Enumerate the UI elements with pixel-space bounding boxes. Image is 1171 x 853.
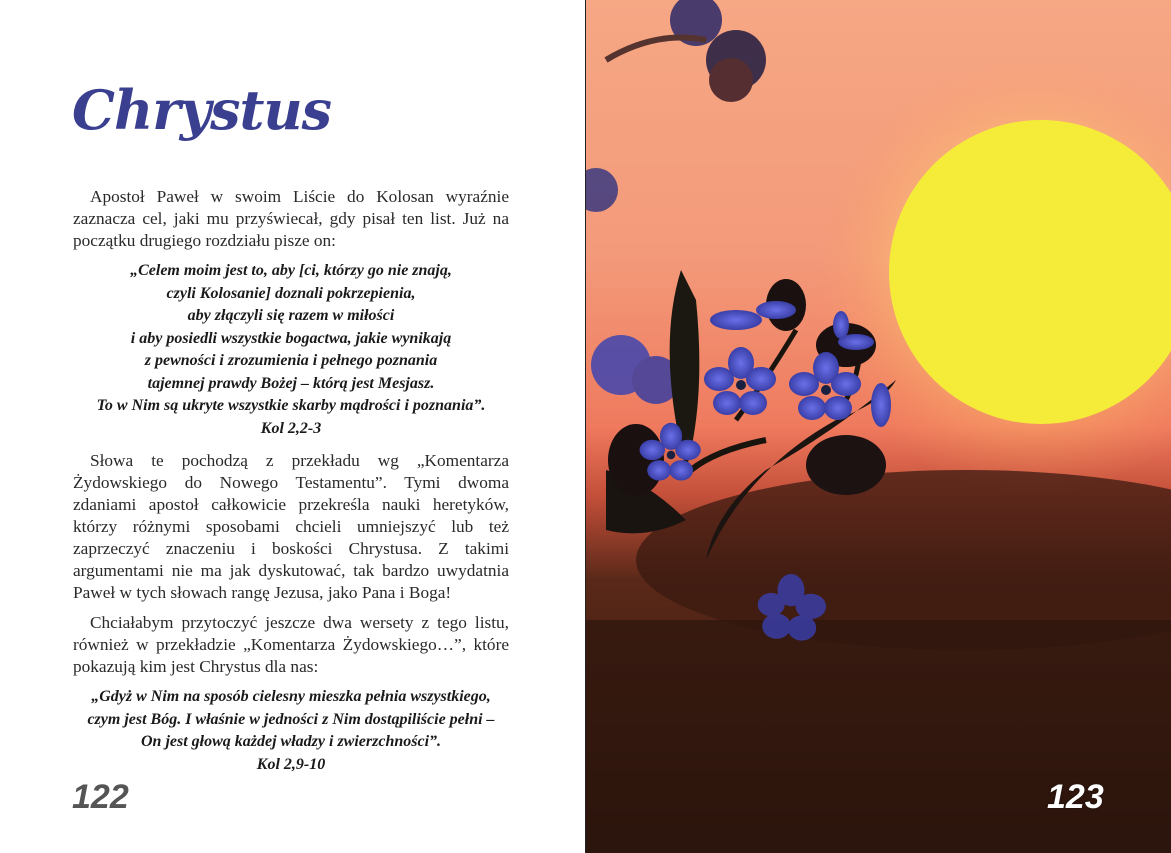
ground-shadow (586, 620, 1171, 853)
quote-line: tajemnej prawdy Bożej – którą jest Mesjasz. (147, 374, 435, 392)
paragraph-transition: Chciałabym przytoczyć jeszcze dwa wersety z tego listu, również w przekładzie „Komentarza Żydowskiego…”, które pokazują kim jest Chrystus dla nas: (73, 613, 509, 676)
quote-line: On jest głową każdej władzy i zwierzchności”. (140, 733, 442, 750)
paragraph-intro: Apostoł Paweł w swoim Liście do Kolosan wyraźnie zaznacza cel, jaki mu przyświecał, gdy pisał ten list. Już na początku drugiego rozdziału pisze on: (73, 187, 509, 250)
page-number-left: 122 (72, 778, 129, 816)
bible-quote-1 (73, 260, 509, 440)
sunset-flower-photo (586, 0, 1171, 853)
quote-line: czym jest Bóg. I właśnie w jedności z Nim dostąpiliście pełni – (87, 710, 495, 728)
right-page (586, 0, 1171, 853)
quote-reference: Kol 2,9-10 (256, 755, 326, 773)
page-body (73, 186, 509, 786)
left-page (0, 0, 585, 853)
quote-line: aby złączyli się razem w miłości (187, 307, 395, 324)
quote-line: To w Nim są ukryte wszystkie skarby mądrości i poznania”. (96, 397, 486, 414)
quote-reference: Kol 2,2-3 (260, 419, 322, 437)
quote-line: czyli Kolosanie] doznali pokrzepienia, (166, 284, 416, 302)
quote-line: z pewności i zrozumienia i pełnego poznania (144, 352, 438, 369)
bible-quote-2 (73, 686, 509, 776)
quote-line: „Gdyż w Nim na sposób cielesny mieszka pełnia wszystkiego, (91, 688, 491, 705)
quote-line: i aby posiedli wszystkie bogactwa, jakie wynikają (130, 329, 452, 347)
page-title: Chrystus (72, 78, 332, 142)
page-number-right: 123 (1047, 778, 1104, 816)
paragraph-commentary: Słowa te pochodzą z przekładu wg „Komentarza Żydowskiego do Nowego Testamentu”. Tymi dwoma zdaniami apostoł całkowicie przekreśla nauki heretyków, którzy różnymi sposobami chcieli umniejszyć lub też zaprzeczyć znaczeniu i boskości Chrystusa. Z takimi argumentami nie ma jak dyskutować, tak bardzo uwydatnia Paweł w tych słowach rangę Jezusa, jako Pana i Boga! (73, 451, 509, 602)
quote-line: „Celem moim jest to, aby [ci, którzy go nie znają, (130, 262, 452, 279)
